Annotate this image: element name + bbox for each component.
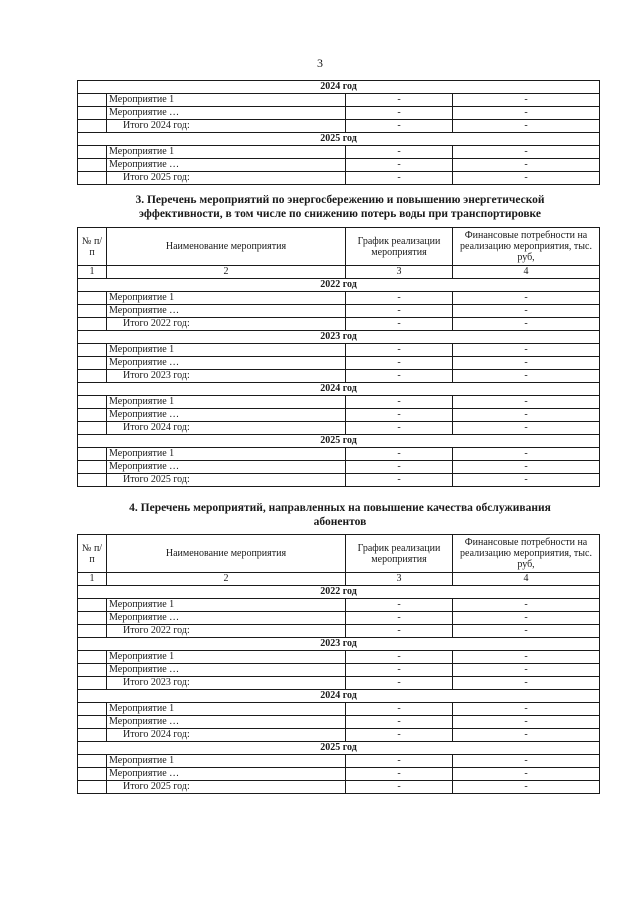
column-number: 4 xyxy=(453,573,600,586)
row-number-cell xyxy=(78,344,107,357)
total-label: Итого 2025 год: xyxy=(107,474,346,487)
schedule-value: - xyxy=(346,344,453,357)
finance-value: - xyxy=(453,599,600,612)
column-number-row xyxy=(78,573,600,586)
total-row xyxy=(78,729,600,742)
table-row xyxy=(78,146,600,159)
year-header: 2025 год xyxy=(78,435,600,448)
schedule-value: - xyxy=(346,461,453,474)
table-row xyxy=(78,159,600,172)
total-row xyxy=(78,370,600,383)
finance-value: - xyxy=(453,370,600,383)
activity-name: Мероприятие … xyxy=(107,159,346,172)
year-header: 2024 год xyxy=(78,81,600,94)
row-number-cell xyxy=(78,146,107,159)
row-number-cell xyxy=(78,625,107,638)
schedule-value: - xyxy=(346,370,453,383)
table-row xyxy=(78,703,600,716)
row-number-cell xyxy=(78,716,107,729)
header-name: Наименование мероприятия xyxy=(107,535,346,573)
finance-value: - xyxy=(453,612,600,625)
section-4-table xyxy=(77,534,600,794)
schedule-value: - xyxy=(346,625,453,638)
finance-value: - xyxy=(453,318,600,331)
row-number-cell xyxy=(78,474,107,487)
finance-value: - xyxy=(453,448,600,461)
section-4-title-line-1: 4. Перечень мероприятий, направленных на повышение качества обслуживания xyxy=(129,502,551,514)
table-row xyxy=(78,94,600,107)
year-header-row xyxy=(78,383,600,396)
header-num: № п/п xyxy=(78,228,107,266)
row-number-cell xyxy=(78,172,107,185)
year-header: 2024 год xyxy=(78,383,600,396)
year-header-row xyxy=(78,279,600,292)
total-row xyxy=(78,422,600,435)
section-4-title xyxy=(80,501,600,529)
header-row xyxy=(78,535,600,573)
finance-value: - xyxy=(453,396,600,409)
schedule-value: - xyxy=(346,396,453,409)
schedule-value: - xyxy=(346,357,453,370)
finance-value: - xyxy=(453,768,600,781)
table-row xyxy=(78,768,600,781)
table-row xyxy=(78,357,600,370)
row-number-cell xyxy=(78,599,107,612)
header-name: Наименование мероприятия xyxy=(107,228,346,266)
year-header: 2023 год xyxy=(78,331,600,344)
column-number: 2 xyxy=(107,266,346,279)
row-number-cell xyxy=(78,318,107,331)
finance-value: - xyxy=(453,664,600,677)
table-row xyxy=(78,461,600,474)
schedule-value: - xyxy=(346,159,453,172)
schedule-value: - xyxy=(346,755,453,768)
row-number-cell xyxy=(78,159,107,172)
row-number-cell xyxy=(78,768,107,781)
activity-name: Мероприятие 1 xyxy=(107,703,346,716)
finance-value: - xyxy=(453,344,600,357)
year-header-row xyxy=(78,586,600,599)
year-header-row xyxy=(78,638,600,651)
year-header-row xyxy=(78,331,600,344)
schedule-value: - xyxy=(346,318,453,331)
schedule-value: - xyxy=(346,107,453,120)
schedule-value: - xyxy=(346,716,453,729)
row-number-cell xyxy=(78,664,107,677)
total-row xyxy=(78,318,600,331)
total-label: Итого 2025 год: xyxy=(107,172,346,185)
row-number-cell xyxy=(78,120,107,133)
activity-name: Мероприятие 1 xyxy=(107,94,346,107)
activity-name: Мероприятие … xyxy=(107,409,346,422)
table-row xyxy=(78,448,600,461)
schedule-value: - xyxy=(346,768,453,781)
schedule-value: - xyxy=(346,120,453,133)
schedule-value: - xyxy=(346,612,453,625)
activity-name: Мероприятие … xyxy=(107,716,346,729)
total-row xyxy=(78,120,600,133)
table-row xyxy=(78,409,600,422)
table-row xyxy=(78,716,600,729)
header-schedule: График реализации мероприятия xyxy=(346,228,453,266)
row-number-cell xyxy=(78,357,107,370)
page-number: 3 xyxy=(317,56,323,70)
activity-name: Мероприятие … xyxy=(107,107,346,120)
schedule-value: - xyxy=(346,729,453,742)
activity-name: Мероприятие 1 xyxy=(107,651,346,664)
schedule-value: - xyxy=(346,292,453,305)
activity-name: Мероприятие … xyxy=(107,612,346,625)
finance-value: - xyxy=(453,422,600,435)
activity-name: Мероприятие 1 xyxy=(107,292,346,305)
activity-name: Мероприятие … xyxy=(107,768,346,781)
row-number-cell xyxy=(78,703,107,716)
total-label: Итого 2022 год: xyxy=(107,318,346,331)
schedule-value: - xyxy=(346,305,453,318)
table-header xyxy=(78,228,600,279)
finance-value: - xyxy=(453,755,600,768)
table-header xyxy=(78,535,600,586)
year-header: 2022 год xyxy=(78,586,600,599)
activity-name: Мероприятие 1 xyxy=(107,146,346,159)
finance-value: - xyxy=(453,357,600,370)
activity-name: Мероприятие 1 xyxy=(107,344,346,357)
header-finance: Финансовые потребности на реализацию мероприятия, тыс. руб, xyxy=(453,535,600,573)
schedule-value: - xyxy=(346,448,453,461)
total-label: Итого 2023 год: xyxy=(107,370,346,383)
row-number-cell xyxy=(78,422,107,435)
finance-value: - xyxy=(453,94,600,107)
table-row xyxy=(78,651,600,664)
total-row xyxy=(78,677,600,690)
year-header: 2024 год xyxy=(78,690,600,703)
row-number-cell xyxy=(78,292,107,305)
activity-name: Мероприятие 1 xyxy=(107,396,346,409)
schedule-value: - xyxy=(346,409,453,422)
table-row xyxy=(78,305,600,318)
schedule-value: - xyxy=(346,146,453,159)
total-row xyxy=(78,474,600,487)
total-label: Итого 2024 год: xyxy=(107,422,346,435)
finance-value: - xyxy=(453,159,600,172)
schedule-value: - xyxy=(346,172,453,185)
table-row xyxy=(78,396,600,409)
total-label: Итого 2024 год: xyxy=(107,120,346,133)
schedule-value: - xyxy=(346,422,453,435)
total-row xyxy=(78,172,600,185)
finance-value: - xyxy=(453,625,600,638)
schedule-value: - xyxy=(346,703,453,716)
schedule-value: - xyxy=(346,599,453,612)
header-num: № п/п xyxy=(78,535,107,573)
column-number: 3 xyxy=(346,573,453,586)
finance-value: - xyxy=(453,305,600,318)
year-header-row xyxy=(78,690,600,703)
finance-value: - xyxy=(453,651,600,664)
finance-value: - xyxy=(453,461,600,474)
year-header: 2025 год xyxy=(78,742,600,755)
schedule-value: - xyxy=(346,677,453,690)
finance-value: - xyxy=(453,292,600,305)
column-number-row xyxy=(78,266,600,279)
table-row xyxy=(78,292,600,305)
section-3-title-line-2: эффективности, в том числе по снижению потерь воды при транспортировке xyxy=(139,208,541,220)
year-header-row xyxy=(78,81,600,94)
schedule-value: - xyxy=(346,474,453,487)
table-body xyxy=(78,279,600,487)
column-number: 1 xyxy=(78,573,107,586)
table-body xyxy=(78,81,600,185)
year-header-row xyxy=(78,742,600,755)
activity-name: Мероприятие … xyxy=(107,305,346,318)
section-3-title xyxy=(80,193,600,221)
schedule-value: - xyxy=(346,651,453,664)
finance-value: - xyxy=(453,677,600,690)
column-number: 4 xyxy=(453,266,600,279)
continuation-table xyxy=(77,80,600,185)
row-number-cell xyxy=(78,448,107,461)
row-number-cell xyxy=(78,409,107,422)
column-number: 2 xyxy=(107,573,346,586)
row-number-cell xyxy=(78,396,107,409)
row-number-cell xyxy=(78,461,107,474)
finance-value: - xyxy=(453,107,600,120)
finance-value: - xyxy=(453,120,600,133)
year-header-row xyxy=(78,435,600,448)
row-number-cell xyxy=(78,107,107,120)
activity-name: Мероприятие … xyxy=(107,357,346,370)
row-number-cell xyxy=(78,781,107,794)
header-finance: Финансовые потребности на реализацию мероприятия, тыс. руб, xyxy=(453,228,600,266)
row-number-cell xyxy=(78,651,107,664)
finance-value: - xyxy=(453,409,600,422)
year-header: 2025 год xyxy=(78,133,600,146)
column-number: 1 xyxy=(78,266,107,279)
section-3-table xyxy=(77,227,600,487)
total-label: Итого 2025 год: xyxy=(107,781,346,794)
year-header: 2022 год xyxy=(78,279,600,292)
total-label: Итого 2023 год: xyxy=(107,677,346,690)
finance-value: - xyxy=(453,146,600,159)
section-4-title-line-2: абонентов xyxy=(313,516,367,528)
row-number-cell xyxy=(78,305,107,318)
total-row xyxy=(78,625,600,638)
activity-name: Мероприятие 1 xyxy=(107,599,346,612)
table-row xyxy=(78,344,600,357)
table-row xyxy=(78,107,600,120)
table-row xyxy=(78,755,600,768)
activity-name: Мероприятие … xyxy=(107,664,346,677)
table-row xyxy=(78,612,600,625)
section-3-title-line-1: 3. Перечень мероприятий по энергосбережению и повышению энергетической xyxy=(135,194,545,206)
row-number-cell xyxy=(78,612,107,625)
table-row xyxy=(78,599,600,612)
table-body xyxy=(78,586,600,794)
table-row xyxy=(78,664,600,677)
finance-value: - xyxy=(453,703,600,716)
schedule-value: - xyxy=(346,94,453,107)
total-row xyxy=(78,781,600,794)
total-label: Итого 2022 год: xyxy=(107,625,346,638)
finance-value: - xyxy=(453,474,600,487)
finance-value: - xyxy=(453,716,600,729)
year-header: 2023 год xyxy=(78,638,600,651)
row-number-cell xyxy=(78,755,107,768)
row-number-cell xyxy=(78,677,107,690)
row-number-cell xyxy=(78,370,107,383)
row-number-cell xyxy=(78,94,107,107)
finance-value: - xyxy=(453,729,600,742)
activity-name: Мероприятие 1 xyxy=(107,448,346,461)
activity-name: Мероприятие … xyxy=(107,461,346,474)
column-number: 3 xyxy=(346,266,453,279)
row-number-cell xyxy=(78,729,107,742)
header-row xyxy=(78,228,600,266)
header-schedule: График реализации мероприятия xyxy=(346,535,453,573)
schedule-value: - xyxy=(346,664,453,677)
finance-value: - xyxy=(453,781,600,794)
total-label: Итого 2024 год: xyxy=(107,729,346,742)
activity-name: Мероприятие 1 xyxy=(107,755,346,768)
finance-value: - xyxy=(453,172,600,185)
year-header-row xyxy=(78,133,600,146)
schedule-value: - xyxy=(346,781,453,794)
